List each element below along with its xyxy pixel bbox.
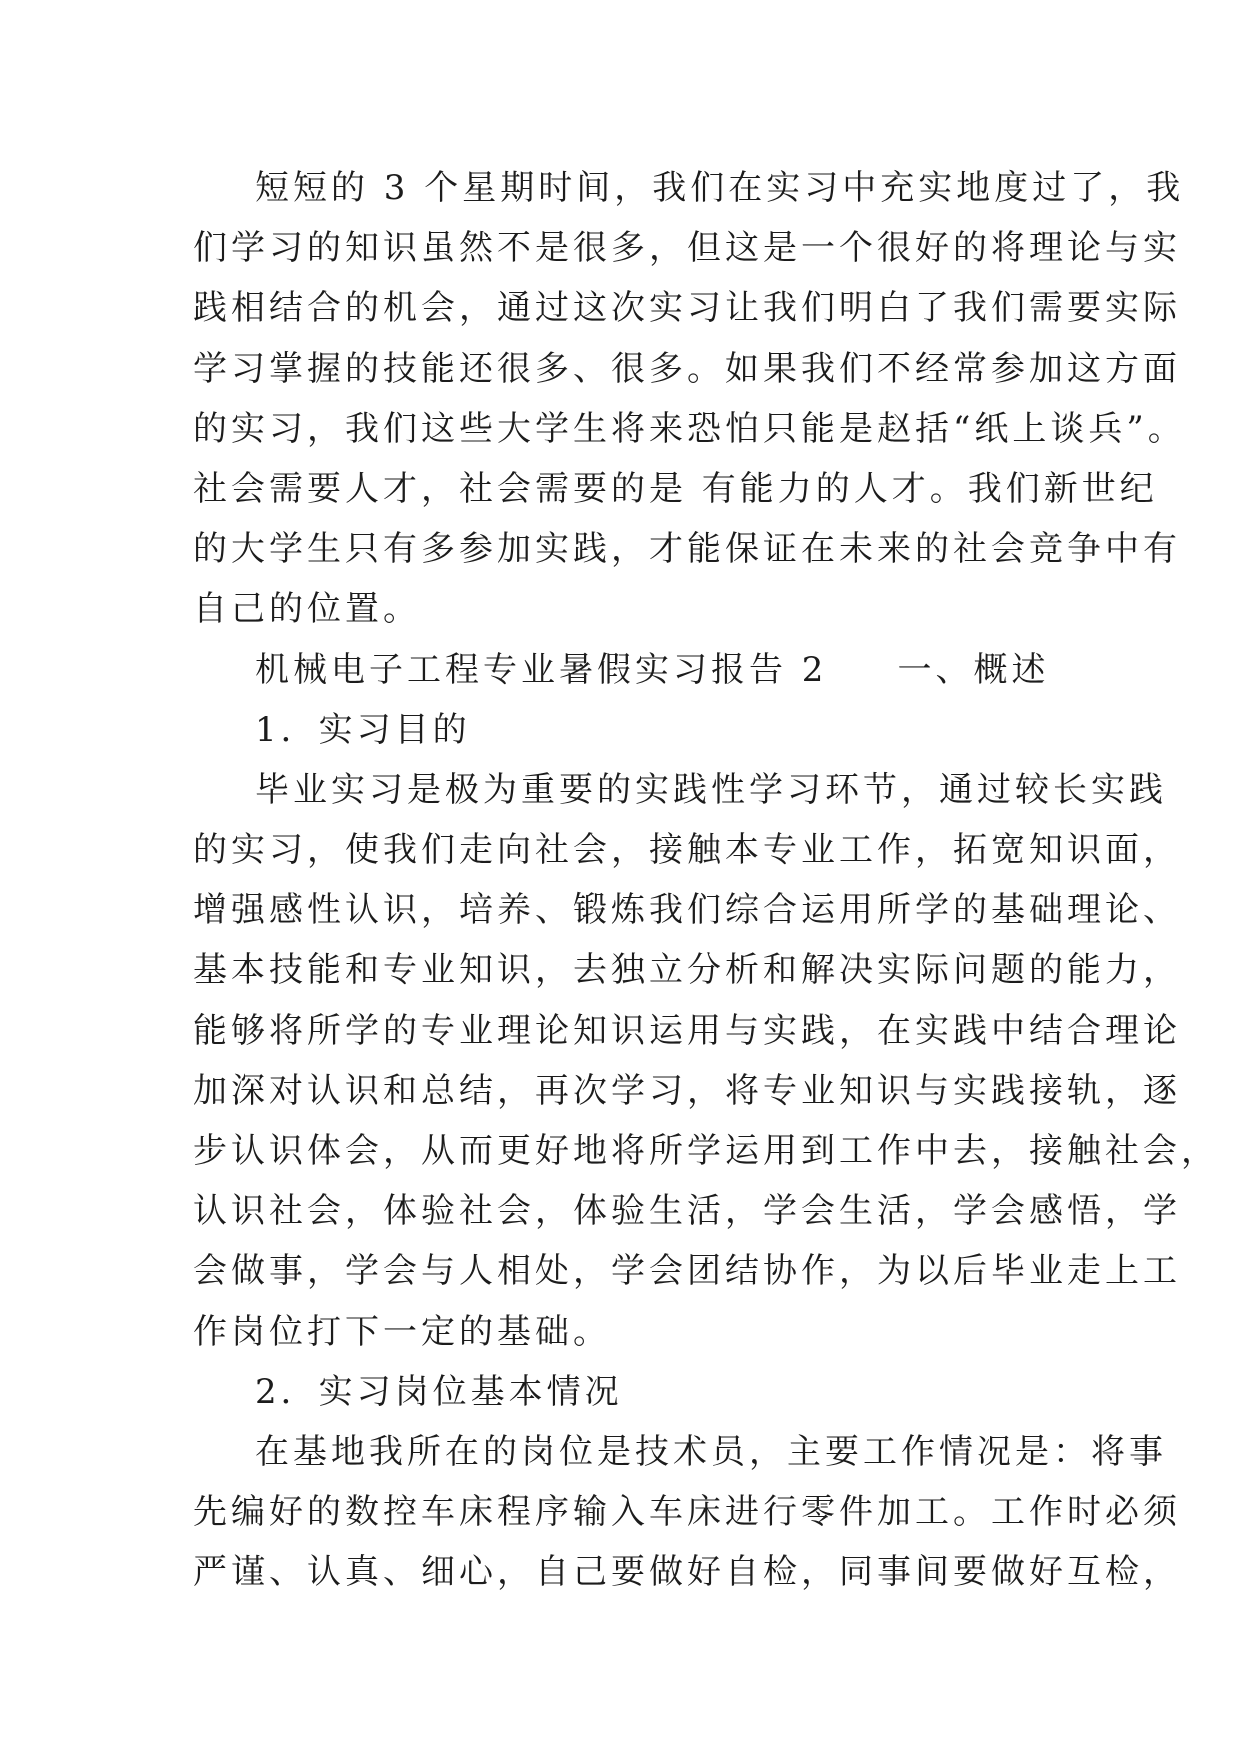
overview-heading: 一、概述 [897,649,1050,690]
document-body [193,158,1219,1603]
report-heading [193,640,1053,700]
paragraph-line: 在基地我所在的岗位是技术员，主要工作情况是：将事 [255,1431,1167,1472]
paragraph-line: 践相结合的机会，通过这次实习让我们明白了我们需要实际 [193,288,1181,329]
section-title-position: 2．实习岗位基本情况 [255,1371,623,1412]
paragraph-line: 增强感性认识，培养、锻炼我们综合运用所学的基础理论、 [193,890,1181,931]
paragraph-line: 严谨、认真、细心，自己要做好自检，同事间要做好互检， [193,1552,1181,1593]
paragraph-line: 认识社会，体验社会，体验生活，学会生活，学会感悟，学 [193,1191,1181,1232]
paragraph-line: 作岗位打下一定的基础。 [193,1311,611,1352]
paragraph-line: 学习掌握的技能还很多、很多。如果我们不经常参加这方面 [193,348,1181,389]
paragraph-line: 能够将所学的专业理论知识运用与实践，在实践中结合理论 [193,1010,1181,1051]
paragraph-line: 的大学生只有多参加实践，才能保证在未来的社会竞争中有 [193,529,1181,570]
paragraph-line: 毕业实习是极为重要的实践性学习环节，通过较长实践 [255,769,1167,810]
paragraph-line: 会做事，学会与人相处，学会团结协作，为以后毕业走上工 [193,1251,1181,1292]
paragraph-line: 加深对认识和总结，再次学习，将专业知识与实践接轨，逐 [193,1070,1181,1111]
paragraph-line: 的实习，我们这些大学生将来恐怕只能是赵括“纸上谈兵”。 [193,408,1186,449]
paragraph-line: 的实习，使我们走向社会，接触本专业工作，拓宽知识面， [193,830,1181,871]
paragraph-line: 步认识体会，从而更好地将所学运用到工作中去，接触社会， [193,1131,1219,1171]
section-title-purpose: 1．实习目的 [255,709,471,750]
paragraph-line: 短短的 3 个星期时间，我们在实习中充实地度过了，我 [255,168,1185,208]
paragraph-line: 先编好的数控车床程序输入车床进行零件加工。工作时必须 [193,1492,1181,1533]
paragraph-line: 自己的位置。 [193,589,421,630]
paragraph-line: 们学习的知识虽然不是很多，但这是一个很好的将理论与实 [193,228,1181,269]
report-title: 机械电子工程专业暑假实习报告 2 [255,649,828,690]
paragraph-line: 基本技能和专业知识，去独立分析和解决实际问题的能力， [193,950,1181,991]
paragraph-line: 社会需要人才，社会需要的是 有能力的人才。我们新世纪 [193,468,1158,509]
